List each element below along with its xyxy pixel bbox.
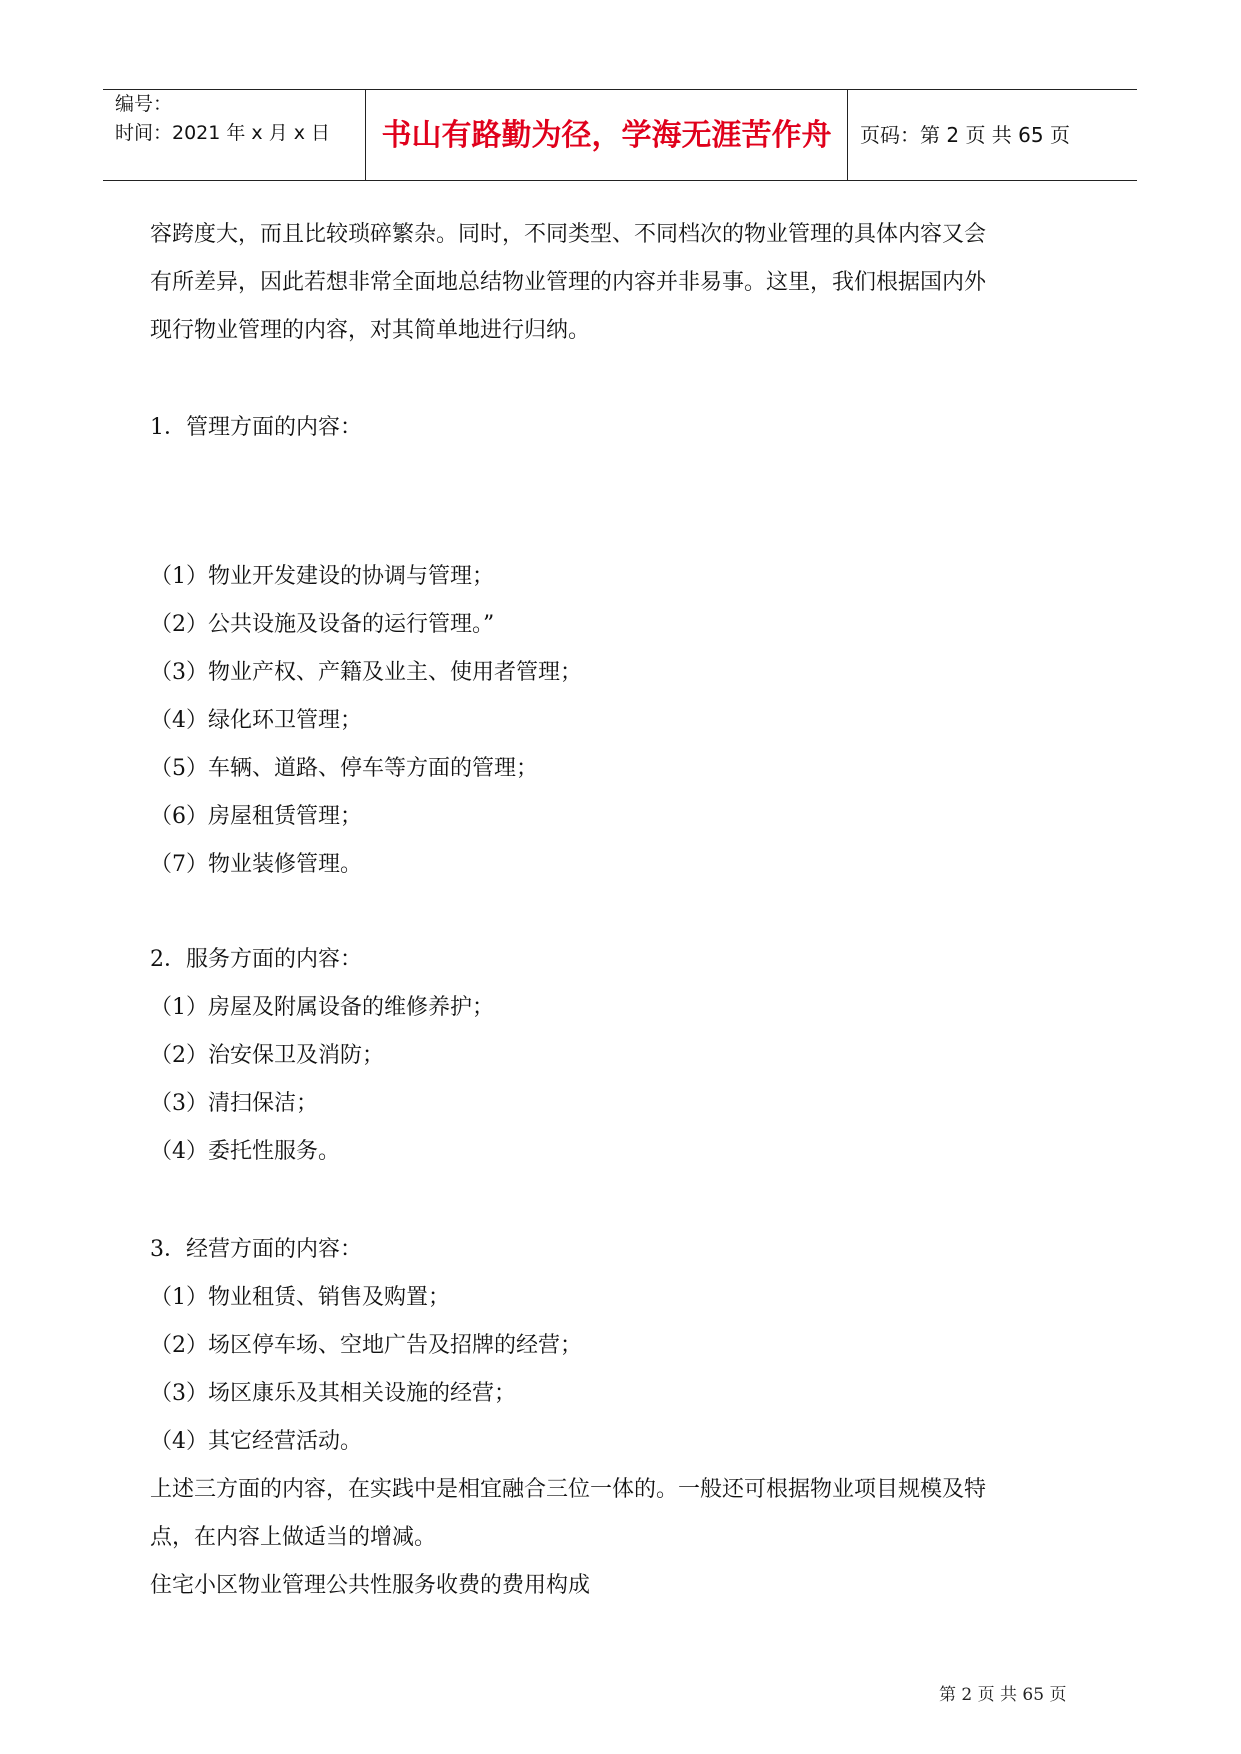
list-item: （3）清扫保洁； <box>150 1091 318 1116</box>
list-item: （3）场区康乐及其相关设施的经营； <box>150 1381 516 1406</box>
page-header <box>103 89 1137 181</box>
section-heading: 住宅小区物业管理公共性服务收费的费用构成 <box>150 1573 591 1598</box>
list-item: （4）委托性服务。 <box>150 1139 340 1164</box>
list-item: （5）车辆、道路、停车等方面的管理； <box>150 756 538 781</box>
page-number-label: 页码：第 2 页 共 65 页 <box>860 123 1070 147</box>
serial-number-label: 编号： <box>115 93 173 115</box>
section-heading: 1．管理方面的内容： <box>150 415 362 440</box>
motto-title: 书山有路勤为径，学海无涯苦作舟 <box>381 118 832 153</box>
paragraph-line: 现行物业管理的内容，对其简单地进行归纳。 <box>150 318 591 343</box>
list-item: （4）其它经营活动。 <box>150 1429 362 1454</box>
list-item: （4）绿化环卫管理； <box>150 708 362 733</box>
list-item: （1）物业租赁、销售及购置； <box>150 1285 450 1310</box>
list-item: （2）公共设施及设备的运行管理。” <box>150 612 495 637</box>
section-heading: 2．服务方面的内容： <box>150 947 362 972</box>
paragraph-line: 容跨度大，而且比较琐碎繁杂。同时，不同类型、不同档次的物业管理的具体内容又会 <box>150 222 987 247</box>
list-item: （6）房屋租赁管理； <box>150 804 362 829</box>
page-footer: 第 2 页 共 65 页 <box>939 1685 1067 1705</box>
list-item: （1）房屋及附属设备的维修养护； <box>150 995 494 1020</box>
header-page-cell <box>848 90 1137 180</box>
list-item: （2）场区停车场、空地广告及招牌的经营； <box>150 1333 582 1358</box>
list-item: （1）物业开发建设的协调与管理； <box>150 564 494 589</box>
list-item: （7）物业装修管理。 <box>150 852 362 877</box>
list-item: （3）物业产权、产籍及业主、使用者管理； <box>150 660 582 685</box>
header-meta-cell <box>103 90 366 180</box>
section-heading: 3．经营方面的内容： <box>150 1237 362 1262</box>
date-label: 时间：2021 年 x 月 x 日 <box>115 122 331 144</box>
paragraph-line: 有所差异，因此若想非常全面地总结物业管理的内容并非易事。这里，我们根据国内外 <box>150 270 987 295</box>
paragraph-line: 点，在内容上做适当的增减。 <box>150 1525 437 1550</box>
list-item: （2）治安保卫及消防； <box>150 1043 384 1068</box>
header-motto-cell <box>366 90 848 180</box>
paragraph-line: 上述三方面的内容，在实践中是相宜融合三位一体的。一般还可根据物业项目规模及特 <box>150 1477 987 1502</box>
